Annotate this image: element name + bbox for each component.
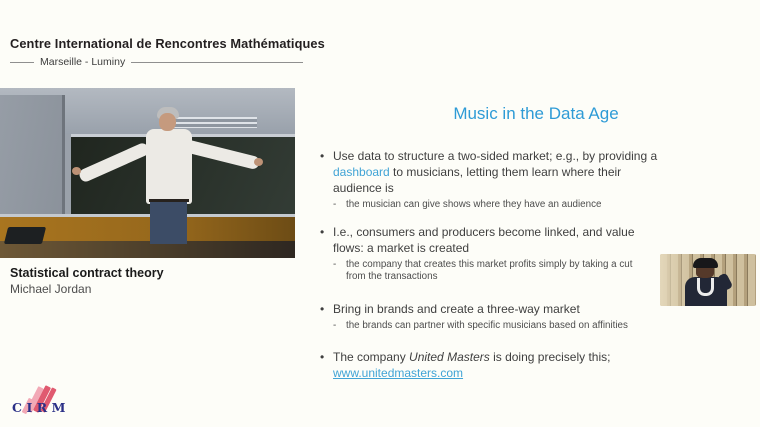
musician-photo [660,254,756,306]
speaker-legs [150,201,187,244]
bullet-2-text: I.e., consumers and producers become linked, and value flows: a market is created [333,225,635,255]
subtitle-rule-left [10,62,34,63]
site-subtitle-row [10,56,350,68]
sub-bullet [333,199,665,211]
bullet-item-2 [320,224,665,285]
sub-bullet [333,320,628,332]
slide-bullets [320,148,665,381]
sub-bullet-text: the musician can give shows where they have an audience [346,199,602,210]
bullet-marker: • [320,350,325,364]
speaker-head [159,113,176,131]
bullet-marker: • [320,149,325,163]
slide [320,104,760,392]
site-title: Centre International de Rencontres Mathématiques [10,36,325,51]
sub-bullet-marker: - [333,199,337,210]
bullet-3-text: Bring in brands and create a three-way market [333,302,580,316]
sub-bullet-marker: - [333,320,337,331]
bullet-4-text-cont: is doing precisely this; [489,350,611,364]
company-name: United Masters [409,350,490,364]
speaker-name: Michael Jordan [10,282,92,296]
musician-face [696,266,713,278]
logo-text: CIRM [12,400,71,415]
sub-bullet-text: the company that creates this market profits simply by taking a cut from the transactions [346,259,633,282]
bullet-item-3 [320,301,665,334]
board-rails [168,117,257,128]
site-header [10,36,350,68]
bullet-4-text: The company [333,350,410,364]
slide-title: Music in the Data Age [453,104,619,123]
bullet-item-1 [320,148,665,213]
cirm-logo[interactable] [8,385,70,423]
site-subtitle: Marseille - Luminy [40,56,126,68]
sub-bullet-text: the brands can partner with specific musicians based on affinities [346,320,628,331]
dashboard-link[interactable]: dashboard [333,165,390,179]
whiteboard [0,95,65,214]
speaker-belt [149,199,189,202]
bullet-marker: • [320,302,325,316]
musician-cap [693,258,718,268]
video-player[interactable] [0,88,295,258]
laptop [4,227,47,244]
talk-title: Statistical contract theory [10,266,164,280]
sub-bullet-marker: - [333,259,337,270]
musician-chain [697,278,713,296]
subtitle-rule-right [131,62,303,63]
lecture-desk [0,241,295,258]
speaker-hand-right [254,158,263,166]
unitedmasters-link[interactable]: www.unitedmasters.com [333,366,464,380]
speaker-torso [146,129,192,204]
sub-bullet [333,259,665,283]
bullet-item-4 [320,349,665,381]
bullet-1-text-cont: to musicians, letting them learn where their audience is [333,165,622,195]
video-caption [10,266,164,296]
bullet-marker: • [320,225,325,239]
bullet-1-text: Use data to structure a two-sided market; e.g., by providing a [333,149,658,163]
